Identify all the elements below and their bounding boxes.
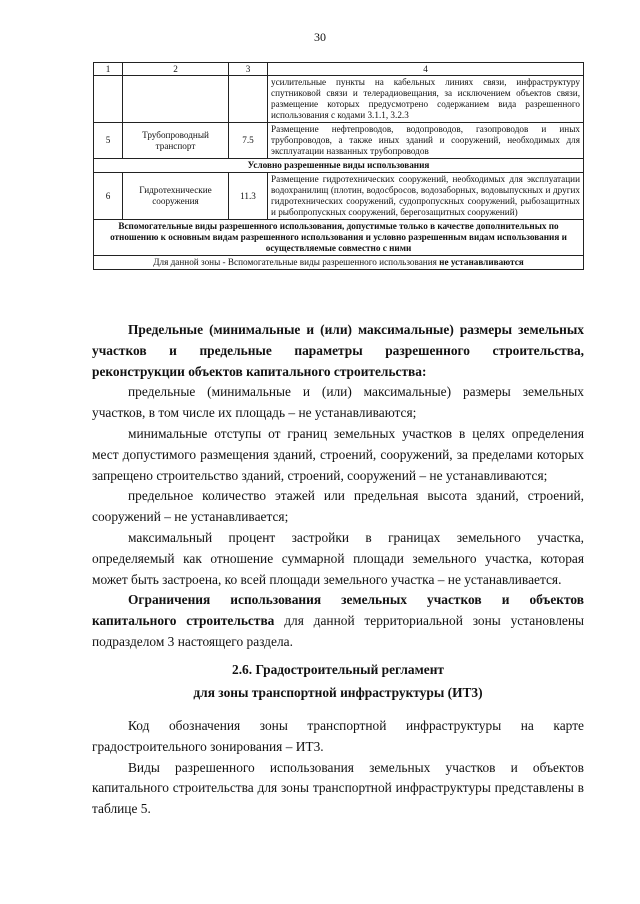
restrictions-bold: Ограничения использования земельных участков и объектов капитального строительства [92,592,584,629]
row-number: 5 [94,123,123,159]
table-row [94,173,584,220]
header-cell: 3 [229,63,268,76]
auxiliary-uses-note: Вспомогательные виды разрешенного использования, допустимые только в качестве дополнительных по отношению к основным видам разрешенного использования и условно разрешенным видам использования и осуществляемые совместно с ними [94,220,584,256]
limits-block [92,320,584,653]
status-value: не устанавливаются [439,257,524,267]
restrictions-paragraph [92,590,584,652]
page-number: 30 [314,30,326,44]
section-title-line2: для зоны транспортной инфраструктуры (ИТ3) [193,685,483,700]
last-row [94,256,584,270]
use-code [229,76,268,123]
limit-item: предельное количество этажей или предельная высота зданий, строений, сооружений – не устанавливается; [92,488,584,525]
section-conditional-title: Условно разрешенные виды использования [94,159,584,173]
status-prefix: Для данной зоны - Вспомогательные виды разрешенного использования [153,257,437,267]
section-row [94,159,584,173]
section-paragraph: Код обозначения зоны транспортной инфраструктуры на карте градостроительного зонирования – ИТ3. [92,718,584,754]
row-number: 6 [94,173,123,220]
limits-heading: Предельные (минимальные и (или) максимальные) размеры земельных участков и предельные параметры разрешенного строительства, реконструкции объектов капитального строительства: [92,322,584,379]
section-title [92,658,584,704]
use-code: 7.5 [229,123,268,159]
row-number [94,76,123,123]
table-header-row [94,63,584,76]
use-description: усилительные пункты на кабельных линиях связи, инфраструктуру спутниковой связи и телерадиовещания, за исключением объектов связи, размещение которых предусмотрено содержанием вида разрешенного использования с кодами 3.1.1, 3.2.3 [268,76,584,123]
limit-item: минимальные отступы от границ земельных участков в целях определения мест допустимого размещения зданий, строений, сооружений, за пределами которых запрещено строительство зданий, строений, сооружений – не устанавливаются; [92,425,584,483]
auxiliary-note-row [94,220,584,256]
use-code: 11.3 [229,173,268,220]
use-name [123,76,229,123]
header-cell: 2 [123,63,229,76]
section-body [92,716,584,820]
limit-item: максимальный процент застройки в границах земельного участка, определяемый как отношение суммарной площади земельного участка, которая может быть застроена, ко всей площади земельного участка – не устанавливается. [92,529,584,587]
auxiliary-uses-status [94,256,584,270]
limit-item: предельные (минимальные и (или) максимальные) размеры земельных участков, в том числе их площадь – не устанавливаются; [92,384,584,421]
header-cell: 4 [268,63,584,76]
section-title-line1: 2.6. Градостроительный регламент [232,662,444,677]
header-cell: 1 [94,63,123,76]
permitted-use-table [93,62,584,270]
use-name: Гидротехнические сооружения [123,173,229,220]
table-row [94,123,584,159]
section-paragraph: Виды разрешенного использования земельных участков и объектов капитального строительства для зоны транспортной инфраструктуры представлены в таблице 5. [92,759,584,817]
restrictions-rest: для данной территориальной зоны установлены подразделом 3 настоящего раздела. [92,613,584,649]
use-description: Размещение нефтепроводов, водопроводов, газопроводов и иных трубопроводов, а также иных зданий и сооружений, необходимых для эксплуатации названных трубопроводов [268,123,584,159]
use-name: Трубопроводный транспорт [123,123,229,159]
use-description: Размещение гидротехнических сооружений, необходимых для эксплуатации водохранилищ (плотин, водосбросов, водозаборных, водовыпускных и других гидротехнических сооружений, судопропускных сооружений, рыбозащитных и рыбопропускных сооружений, берегозащитных сооружений) [268,173,584,220]
table-row [94,76,584,123]
